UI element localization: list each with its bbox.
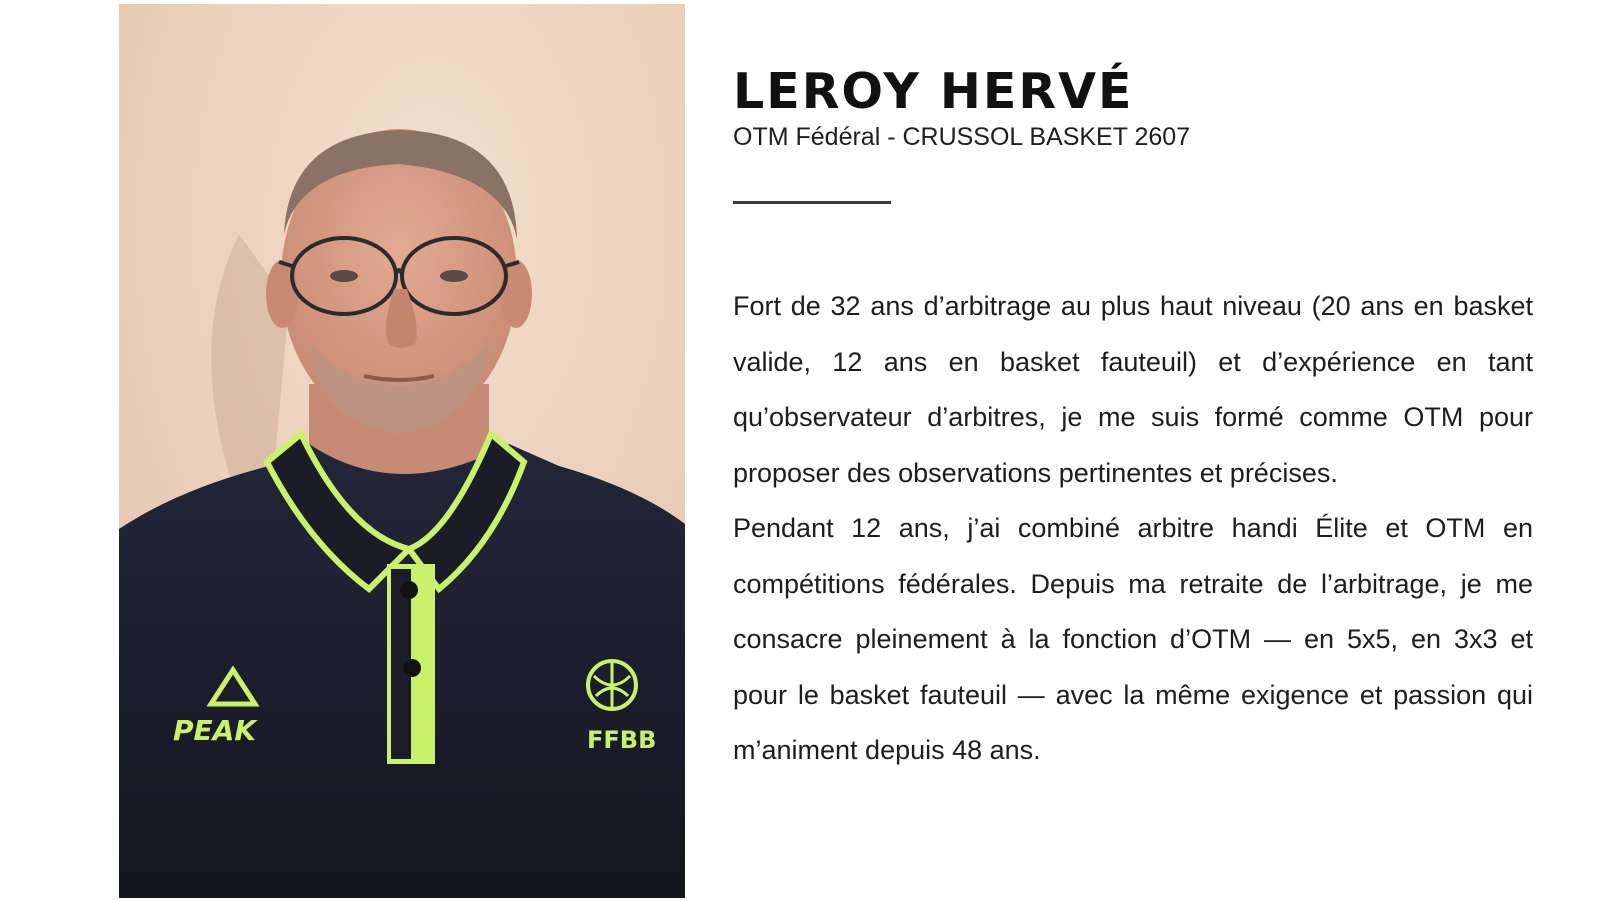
svg-text:PEAK: PEAK	[173, 714, 257, 747]
profile-photo	[119, 4, 685, 898]
role-subtitle: OTM Fédéral - CRUSSOL BASKET 2607	[733, 123, 1191, 151]
bio-paragraph-2: Pendant 12 ans, j’ai combiné arbitre handi Élite et OTM en compétitions fédérales. Depuis ma retraite de l’arbitrage, je me consacre pleinement à la fonction d’OTM — en 5x5, en 3x3 et pour le basket fauteuil — avec la même exigence et passion qui m’animent depuis 48 ans.	[733, 513, 1533, 765]
page-title: LEROY HERVÉ	[733, 63, 1134, 120]
bio-paragraph-1: Fort de 32 ans d’arbitrage au plus haut niveau (20 ans en basket valide, 12 ans en basket fauteuil) et d’expérience en tant qu’observateur d’arbitres, je me suis formé comme OTM pour proposer des observations pertinentes et précises.	[733, 291, 1533, 488]
divider	[733, 201, 891, 204]
button-1	[400, 581, 418, 599]
svg-text:FFBB: FFBB	[587, 726, 657, 754]
button-2	[403, 659, 421, 677]
biography	[733, 279, 1533, 779]
portrait-illustration	[119, 4, 685, 898]
